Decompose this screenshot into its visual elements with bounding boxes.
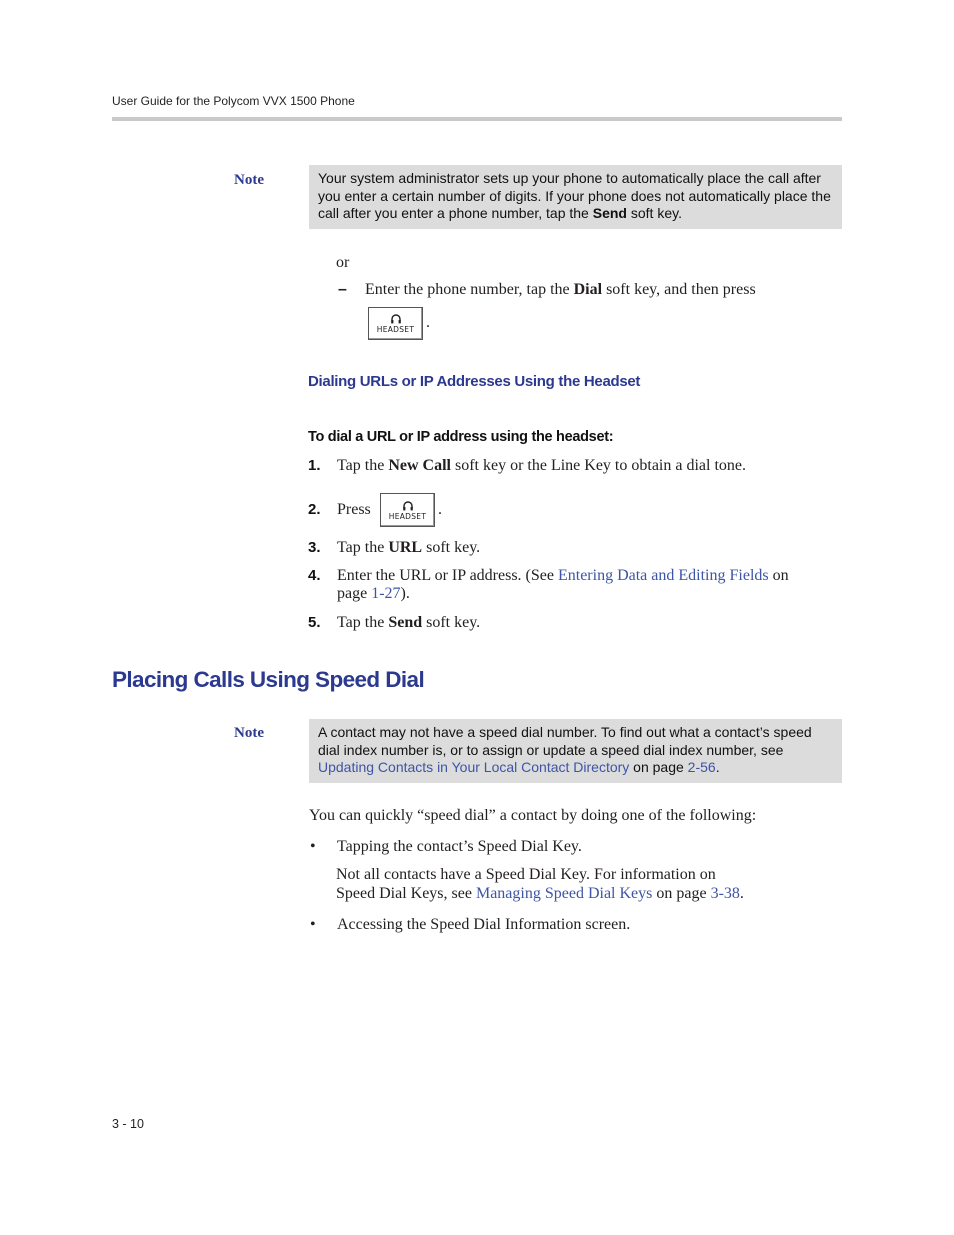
step-text-part: Tap the (337, 457, 389, 474)
bullet-subtext (336, 885, 744, 903)
bullet-subtext-part: . (739, 885, 744, 902)
note-text: Your system administrator sets up your phone to automatically place the call after you enter a certain number of digits. If your phone does not automatically place the call after you enter a phone number, tap the (318, 170, 831, 221)
step-text (337, 567, 789, 585)
note-text: soft key. (626, 205, 682, 221)
or-text: or (336, 254, 350, 271)
headset-icon (390, 313, 402, 325)
step-text-part: page (337, 585, 372, 602)
note-text: on page (629, 759, 688, 775)
note-label: Note (234, 725, 264, 741)
step-text-part: Tap the (337, 539, 389, 556)
note-label: Note (234, 172, 264, 188)
step-text (337, 539, 480, 557)
cross-reference-link[interactable]: Updating Contacts in Your Local Contact Directory (318, 759, 630, 775)
step-number: 2. (308, 501, 321, 518)
section-title: Placing Calls Using Speed Dial (112, 667, 425, 692)
intro-paragraph: You can quickly “speed dial” a contact by doing one of the following: (309, 807, 757, 824)
step-text (337, 614, 480, 632)
step-bold-term: URL (388, 539, 423, 556)
step-number: 3. (308, 539, 321, 556)
note-text: A contact may not have a speed dial number. To find out what a contact’s speed dial index number is, or to assign or update a speed dial index number, see (318, 724, 812, 758)
page-number: 3 - 10 (112, 1117, 144, 1131)
step-text: Press (337, 501, 371, 518)
subsection-title: Dialing URLs or IP Addresses Using the Headset (308, 373, 641, 390)
page-reference-link[interactable]: 3-38 (710, 885, 740, 902)
bullet-subtext-part: on page (652, 885, 711, 902)
step-text-part: on (768, 567, 789, 584)
note-box (309, 719, 842, 783)
page-reference-link[interactable]: 1-27 (371, 585, 401, 602)
note-bold-term: Send (592, 205, 627, 221)
bullet-mark: • (310, 838, 316, 855)
running-header: User Guide for the Polycom VVX 1500 Phone (112, 94, 355, 108)
step-text-part: soft key. (422, 614, 481, 631)
headset-icon (402, 500, 414, 512)
procedure-title: To dial a URL or IP address using the headset: (308, 429, 614, 445)
step-number: 4. (308, 567, 321, 584)
bullet-text: Tapping the contact’s Speed Dial Key. (337, 838, 582, 855)
period: . (426, 314, 430, 331)
note-box (309, 165, 842, 229)
alt-text: soft key, and then press (602, 281, 756, 298)
headset-key-image (368, 307, 423, 340)
cross-reference-link[interactable]: Managing Speed Dial Keys (475, 885, 653, 902)
header-rule (112, 117, 842, 121)
step-text-part: Tap the (337, 614, 389, 631)
step-text-part: soft key or the Line Key to obtain a dial tone. (450, 457, 746, 474)
step-text (337, 457, 746, 475)
note-text: . (715, 759, 720, 775)
step-bold-term: New Call (388, 457, 451, 474)
step-bold-term: Send (388, 614, 423, 631)
step-number: 5. (308, 614, 321, 631)
period: . (438, 501, 442, 518)
step-text-part: Enter the URL or IP address. (See (337, 567, 558, 584)
bullet-subtext-part: Speed Dial Keys, see (336, 885, 476, 902)
page-reference-link[interactable]: 2-56 (687, 759, 716, 775)
step-number: 1. (308, 457, 321, 474)
alt-instruction (365, 281, 756, 299)
alt-text: Enter the phone number, tap the (365, 281, 574, 298)
bullet-subtext: Not all contacts have a Speed Dial Key. For information on (336, 866, 716, 883)
headset-key-image (380, 493, 435, 527)
alt-bold-term: Dial (573, 281, 603, 298)
step-text-part: soft key. (422, 539, 481, 556)
headset-key-label: HEADSET (388, 511, 427, 521)
dash-bullet: – (338, 281, 347, 298)
bullet-text: Accessing the Speed Dial Information screen. (337, 916, 631, 933)
step-text-part: ). (400, 585, 410, 602)
bullet-mark: • (310, 916, 316, 933)
cross-reference-link[interactable]: Entering Data and Editing Fields (557, 567, 769, 584)
headset-key-label: HEADSET (376, 325, 415, 334)
step-text (337, 585, 410, 603)
